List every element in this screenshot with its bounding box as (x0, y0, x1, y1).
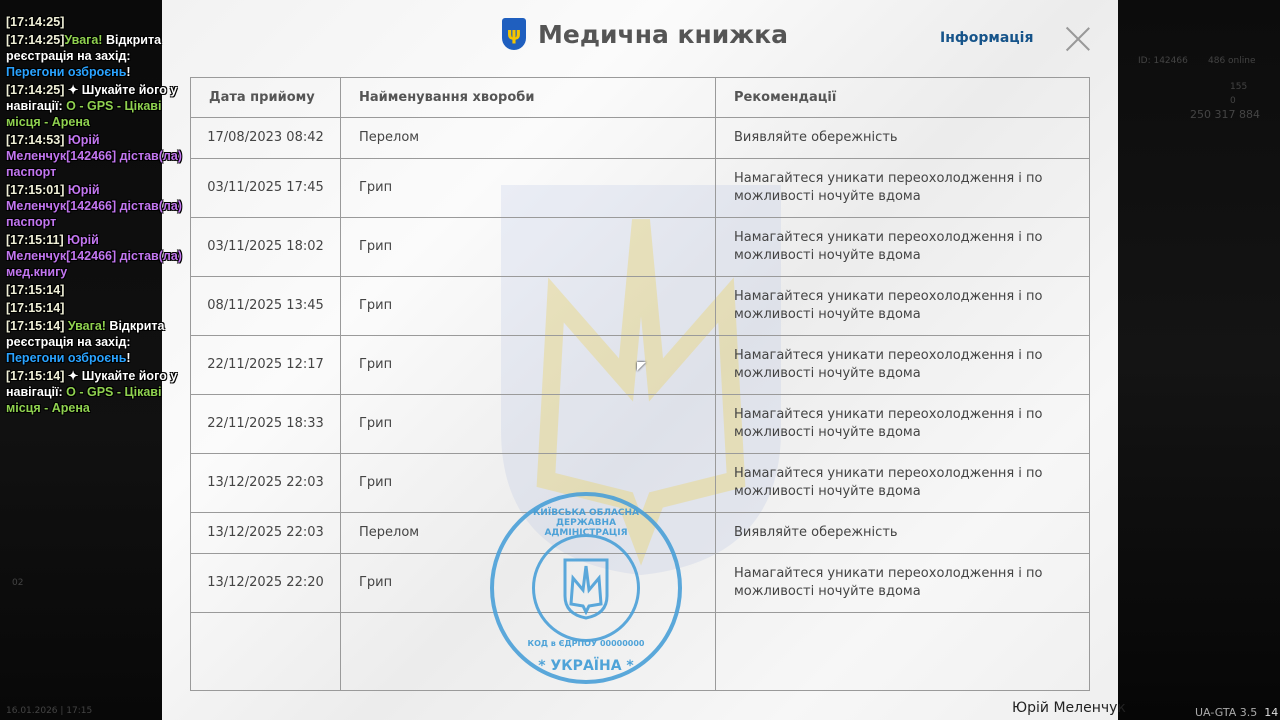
chat-text: Юрій Меленчук[142466] дістав(ла) паспорт (6, 133, 182, 179)
version-text: UA-GTA 3.5 (1195, 706, 1258, 719)
cell-date: 13/12/2025 22:03 (191, 454, 341, 513)
hud-datetime: 16.01.2026 | 17:15 (6, 706, 93, 716)
cell-disease: Перелом (341, 118, 716, 159)
owner-name: Юрій Меленчук (1012, 700, 1126, 716)
chat-text: ✦ Шукайте його у навігації: (6, 83, 178, 113)
cell-disease: Перелом (341, 513, 716, 554)
chat-message (6, 14, 184, 30)
chat-timestamp: [17:15:14] (6, 319, 65, 333)
chat-timestamp: [17:15:14] (6, 369, 65, 383)
cell-recommendation: Намагайтеся уникати переохолодження і по можливості ночуйте вдома (716, 336, 1090, 395)
chat-timestamp: [17:15:14] (6, 301, 65, 315)
table-row (191, 395, 1090, 454)
cell-recommendation: Намагайтеся уникати переохолодження і по можливості ночуйте вдома (716, 218, 1090, 277)
column-header-date: Дата прийому (191, 78, 341, 118)
chat-message (6, 318, 184, 366)
hud-level: 02 (12, 578, 24, 588)
chat-text: Перегони озброєнь (6, 351, 127, 365)
chat-message (6, 232, 184, 280)
stamp-country: * УКРАЇНА * (538, 658, 634, 674)
page-title: Медична книжка (538, 19, 789, 49)
hud-online: 486 online (1208, 56, 1256, 66)
cell-date: 03/11/2025 17:45 (191, 159, 341, 218)
cell-date: 03/11/2025 18:02 (191, 218, 341, 277)
mouse-cursor-icon (637, 362, 646, 371)
chat-timestamp: [17:14:25] (6, 83, 65, 97)
chat-text: Перегони озброєнь (6, 65, 127, 79)
stamp-trident-icon (532, 534, 640, 642)
cell-recommendation: Намагайтеся уникати переохолодження і по можливості ночуйте вдома (716, 454, 1090, 513)
cell-date: 17/08/2023 08:42 (191, 118, 341, 159)
table-row (191, 218, 1090, 277)
chat-text: O - GPS - Цікаві місця - Арена (6, 385, 162, 415)
cell-recommendation: Намагайтеся уникати переохолодження і по можливості ночуйте вдома (716, 395, 1090, 454)
chat-message (6, 182, 184, 230)
official-stamp (490, 492, 682, 684)
table-row (191, 118, 1090, 159)
table-row (191, 454, 1090, 513)
column-header-recommendations: Рекомендації (716, 78, 1090, 118)
cell-disease: Грип (341, 218, 716, 277)
cell-disease: Грип (341, 277, 716, 336)
cell-date: 08/11/2025 13:45 (191, 277, 341, 336)
chat-timestamp: [17:14:53] (6, 133, 65, 147)
hud-armor: 0 (1230, 96, 1236, 106)
table-row (191, 277, 1090, 336)
hud-player-id: ID: 142466 (1138, 56, 1188, 66)
chat-timestamp: [17:15:11] (6, 233, 64, 247)
chat-message (6, 132, 184, 180)
ukraine-coat-of-arms-icon: ψ (502, 18, 526, 50)
cell-recommendation: Намагайтеся уникати переохолодження і по можливості ночуйте вдома (716, 159, 1090, 218)
column-header-disease: Найменування хвороби (341, 78, 716, 118)
chat-timestamp: [17:14:25] (6, 15, 65, 29)
chat-message (6, 32, 184, 80)
cell-recommendation: Виявляйте обережність (716, 118, 1090, 159)
chat-log (6, 14, 184, 418)
hud-money: 250 317 884 (1190, 108, 1260, 121)
empty-cell (191, 613, 341, 691)
chat-text: Увага! (64, 319, 106, 333)
chat-text: Відкрита реєстрація на захід: (6, 319, 165, 349)
stamp-text: КИЇВСЬКА ОБЛАСНА ДЕРЖАВНА АДМІНІСТРАЦІЯ (532, 508, 640, 538)
cell-recommendation: Намагайтеся уникати переохолодження і по можливості ночуйте вдома (716, 277, 1090, 336)
cell-date: 22/11/2025 12:17 (191, 336, 341, 395)
stamp-code: КОД в ЄДРПОУ 00000000 (527, 639, 645, 648)
chat-text: ! (126, 351, 131, 365)
chat-timestamp: [17:15:01] (6, 183, 65, 197)
cell-disease: Грип (341, 554, 716, 613)
chat-text: ! (126, 65, 131, 79)
chat-message (6, 300, 184, 316)
chat-message (6, 282, 184, 298)
empty-cell (716, 613, 1090, 691)
table-row (191, 159, 1090, 218)
fps-counter: 14 (1264, 706, 1279, 719)
header (502, 18, 788, 50)
cell-disease: Грип (341, 159, 716, 218)
chat-text: O - GPS - Цікаві місця - Арена (6, 99, 162, 129)
cell-date: 22/11/2025 18:33 (191, 395, 341, 454)
game-background-right (1118, 0, 1280, 720)
chat-text: ✦ Шукайте його у навігації: (6, 369, 178, 399)
chat-message (6, 82, 184, 130)
chat-message (6, 368, 184, 416)
game-version (1195, 706, 1278, 719)
cell-disease: Грип (341, 454, 716, 513)
chat-text: Юрій Меленчук[142466] дістав(ла) паспорт (6, 183, 182, 229)
cell-date: 13/12/2025 22:20 (191, 554, 341, 613)
hud-health: 155 (1230, 82, 1248, 92)
cell-recommendation: Намагайтеся уникати переохолодження і по можливості ночуйте вдома (716, 554, 1090, 613)
chat-text: Увага! (64, 33, 103, 47)
chat-timestamp: [17:14:25] (6, 33, 65, 47)
cell-date: 13/12/2025 22:03 (191, 513, 341, 554)
cell-recommendation: Виявляйте обережність (716, 513, 1090, 554)
info-link[interactable]: Інформація (940, 30, 1034, 46)
chat-text: Юрій Меленчук[142466] дістав(ла) мед.книгу (6, 233, 182, 279)
chat-timestamp: [17:15:14] (6, 283, 65, 297)
cell-disease: Грип (341, 336, 716, 395)
cell-disease: Грип (341, 395, 716, 454)
close-icon[interactable] (1066, 27, 1090, 51)
chat-text: Відкрита реєстрація на захід: (6, 33, 162, 63)
